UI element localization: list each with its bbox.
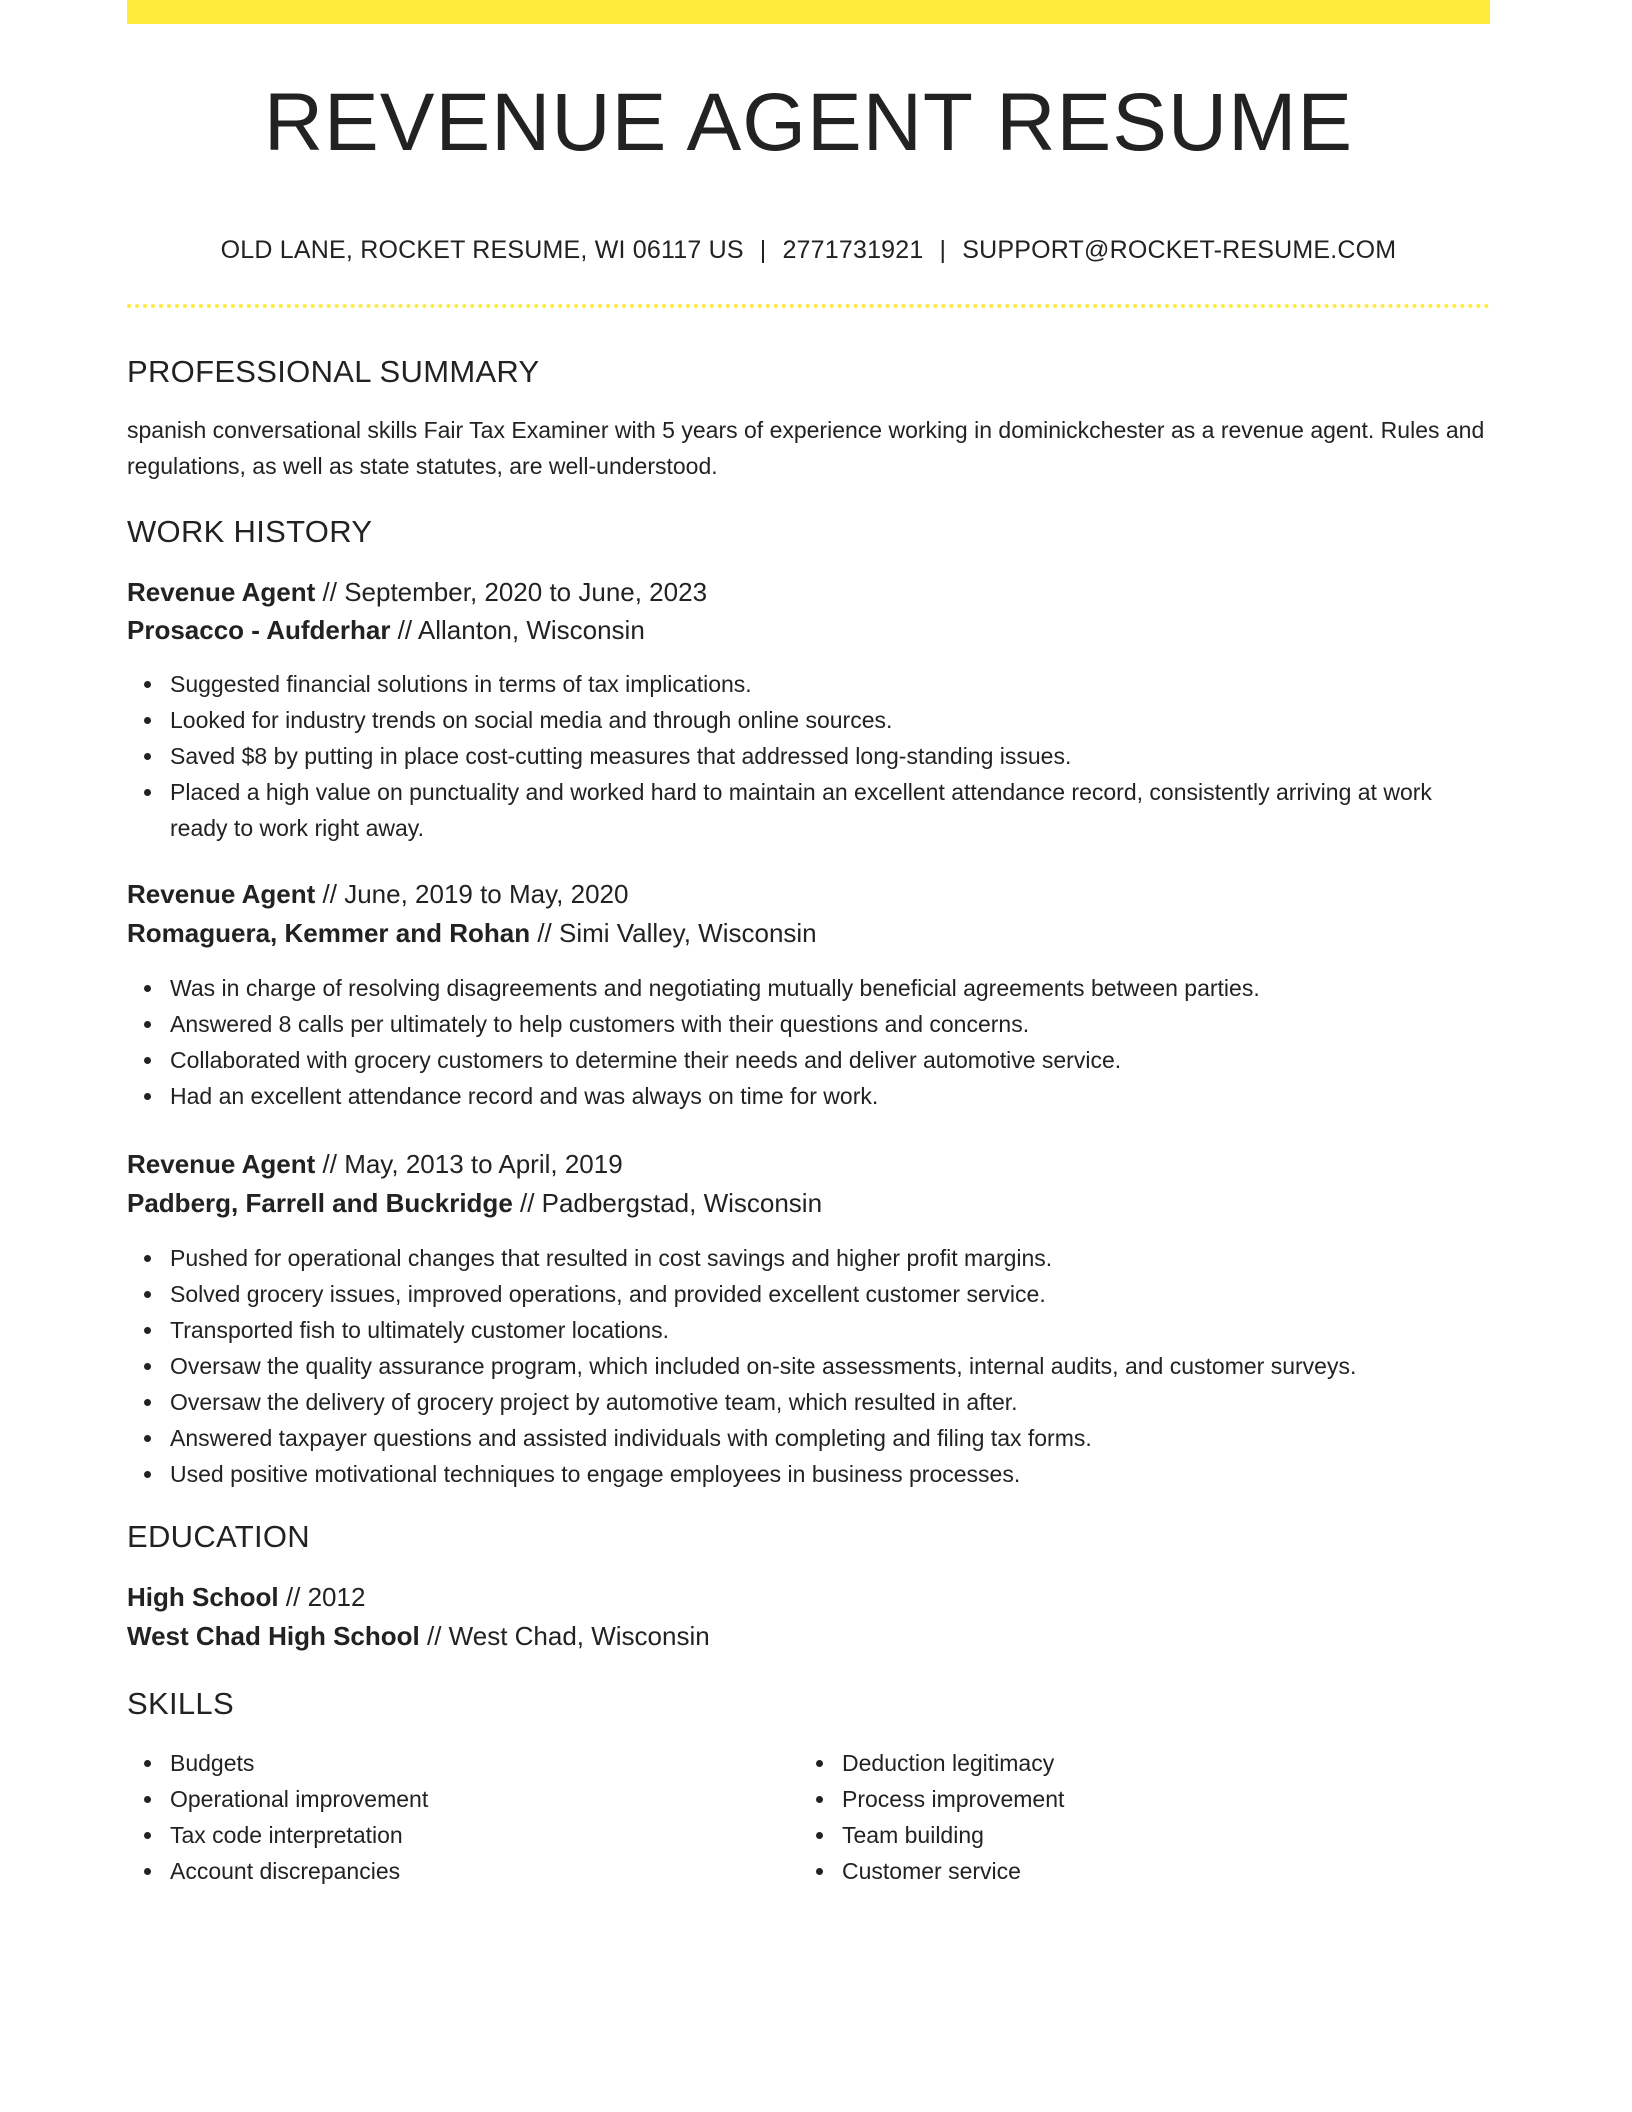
list-item: Answered 8 calls per ultimately to help customers with their questions and concerns. bbox=[170, 1006, 1490, 1042]
job-location: // Simi Valley, Wisconsin bbox=[530, 918, 817, 948]
contact-separator: | bbox=[939, 236, 947, 264]
skill-item: Tax code interpretation bbox=[170, 1817, 727, 1853]
education-degree-line bbox=[127, 1582, 365, 1613]
list-item: Answered taxpayer questions and assisted individuals with completing and filing tax forms. bbox=[170, 1420, 1490, 1456]
work-history-heading: WORK HISTORY bbox=[127, 514, 373, 549]
list-item: Pushed for operational changes that resulted in cost savings and higher profit margins. bbox=[170, 1240, 1490, 1276]
job-company: Romaguera, Kemmer and Rohan bbox=[127, 918, 531, 948]
list-item: Solved grocery issues, improved operations, and provided excellent customer service. bbox=[170, 1276, 1490, 1312]
skill-item: Team building bbox=[842, 1817, 1399, 1853]
job-title: Revenue Agent bbox=[127, 1149, 316, 1179]
job-title: Revenue Agent bbox=[127, 879, 316, 909]
contact-separator: | bbox=[759, 236, 767, 264]
summary-heading: PROFESSIONAL SUMMARY bbox=[127, 354, 540, 389]
education-location: // West Chad, Wisconsin bbox=[419, 1621, 710, 1651]
education-school: West Chad High School bbox=[127, 1621, 420, 1651]
job-company: Prosacco - Aufderhar bbox=[127, 615, 391, 645]
job-bullets bbox=[127, 1240, 1490, 1492]
job-dates: // June, 2019 to May, 2020 bbox=[315, 879, 629, 909]
list-item: Placed a high value on punctuality and worked hard to maintain an excellent attendance record, consistently arriving at work ready to work right away. bbox=[170, 774, 1490, 846]
list-item: Used positive motivational techniques to engage employees in business processes. bbox=[170, 1456, 1490, 1492]
list-item: Transported fish to ultimately customer locations. bbox=[170, 1312, 1490, 1348]
job-bullets bbox=[127, 970, 1490, 1114]
job-dates: // May, 2013 to April, 2019 bbox=[315, 1149, 623, 1179]
list-item: Oversaw the delivery of grocery project by automotive team, which resulted in after. bbox=[170, 1384, 1490, 1420]
education-school-line bbox=[127, 1621, 710, 1652]
job-location: // Allanton, Wisconsin bbox=[390, 615, 645, 645]
skills-list-right bbox=[799, 1745, 1399, 1889]
list-item: Looked for industry trends on social media and through online sources. bbox=[170, 702, 1490, 738]
page-title: REVENUE AGENT RESUME bbox=[263, 77, 1354, 168]
skill-item: Operational improvement bbox=[170, 1781, 727, 1817]
education-degree: High School bbox=[127, 1582, 279, 1612]
education-heading: EDUCATION bbox=[127, 1519, 310, 1554]
job-dates: // September, 2020 to June, 2023 bbox=[315, 577, 708, 607]
skill-item: Budgets bbox=[170, 1745, 727, 1781]
contact-address: OLD LANE, ROCKET RESUME, WI 06117 US bbox=[220, 236, 744, 264]
skills-heading: SKILLS bbox=[127, 1686, 234, 1721]
job-title-line bbox=[127, 1149, 623, 1180]
job-bullets bbox=[127, 666, 1490, 846]
skills-list-left bbox=[127, 1745, 727, 1889]
summary-text: spanish conversational skills Fair Tax Examiner with 5 years of experience working in dominickchester as a revenue agent. Rules and regulations, as well as state statutes, are well-understood. bbox=[127, 417, 1485, 479]
list-item: Had an excellent attendance record and was always on time for work. bbox=[170, 1078, 1490, 1114]
job-title: Revenue Agent bbox=[127, 577, 316, 607]
skill-item: Customer service bbox=[842, 1853, 1399, 1889]
job-title-line bbox=[127, 879, 628, 910]
contact-line bbox=[127, 235, 1490, 265]
header-divider bbox=[127, 304, 1490, 308]
skill-item: Account discrepancies bbox=[170, 1853, 727, 1889]
job-title-line bbox=[127, 577, 707, 608]
education-year: // 2012 bbox=[278, 1582, 366, 1612]
list-item: Was in charge of resolving disagreements and negotiating mutually beneficial agreements between parties. bbox=[170, 970, 1490, 1006]
list-item: Suggested financial solutions in terms of tax implications. bbox=[170, 666, 1490, 702]
list-item: Saved $8 by putting in place cost-cutting measures that addressed long-standing issues. bbox=[170, 738, 1490, 774]
skill-item: Process improvement bbox=[842, 1781, 1399, 1817]
job-location: // Padbergstad, Wisconsin bbox=[512, 1188, 823, 1218]
contact-phone[interactable]: 2771731921 bbox=[782, 236, 924, 264]
list-item: Collaborated with grocery customers to determine their needs and deliver automotive service. bbox=[170, 1042, 1490, 1078]
job-company-line bbox=[127, 615, 645, 646]
job-company-line bbox=[127, 1188, 822, 1219]
list-item: Oversaw the quality assurance program, which included on-site assessments, internal audits, and customer surveys. bbox=[170, 1348, 1490, 1384]
skill-item: Deduction legitimacy bbox=[842, 1745, 1399, 1781]
job-company: Padberg, Farrell and Buckridge bbox=[127, 1188, 513, 1218]
job-company-line bbox=[127, 918, 817, 949]
top-accent-bar bbox=[127, 0, 1490, 24]
contact-email[interactable]: SUPPORT@ROCKET-RESUME.COM bbox=[962, 236, 1397, 264]
